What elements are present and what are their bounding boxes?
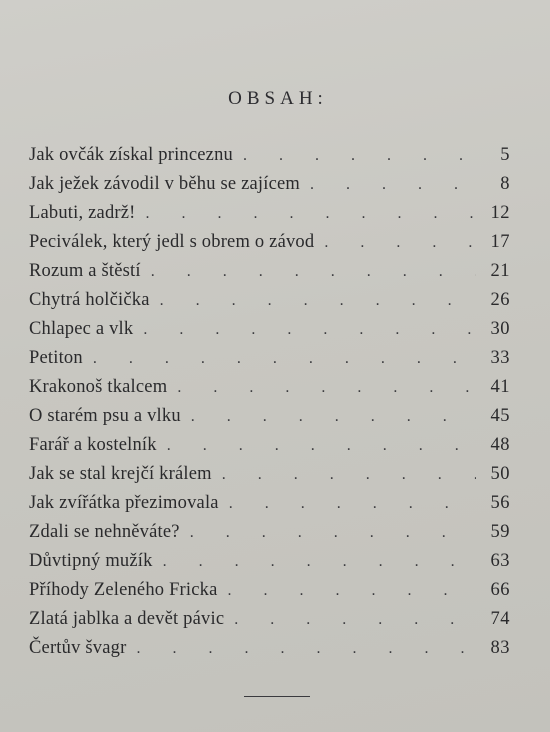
toc-entry-title: Zdali se nehněváte? [29, 522, 180, 542]
toc-entry [29, 605, 514, 634]
toc-entry [29, 344, 514, 373]
dot-leader [222, 460, 476, 489]
toc-entry [29, 286, 514, 315]
toc-entry-title: Chytrá holčička [29, 290, 150, 310]
toc-entry [29, 257, 514, 286]
toc-entry-page: 59 [490, 522, 510, 542]
toc-entry-page: 74 [490, 609, 510, 629]
toc-entry-page: 8 [500, 174, 510, 194]
dot-leader [163, 547, 476, 576]
table-of-contents [29, 141, 514, 663]
toc-entry-title: Důvtipný mužík [29, 551, 153, 571]
toc-entry-title: Rozum a štěstí [29, 261, 141, 281]
toc-entry-page: 30 [490, 319, 510, 339]
toc-entry [29, 576, 514, 605]
toc-entry-title: Krakonoš tkalcem [29, 377, 168, 397]
toc-entry [29, 228, 514, 257]
toc-entry-title: Labuti, zadrž! [29, 203, 136, 223]
toc-entry [29, 489, 514, 518]
toc-entry-page: 63 [490, 551, 510, 571]
dot-leader [234, 605, 476, 634]
dot-leader [228, 576, 476, 605]
toc-entry-page: 26 [490, 290, 510, 310]
toc-entry-title: Jak zvířátka přezimovala [29, 493, 219, 513]
closing-rule [244, 696, 310, 697]
dot-leader [229, 489, 476, 518]
toc-entry-page: 50 [490, 464, 510, 484]
toc-entry-title: Příhody Zeleného Fricka [29, 580, 218, 600]
toc-entry-page: 45 [490, 406, 510, 426]
toc-entry-title: Jak ovčák získal princeznu [29, 145, 233, 165]
toc-entry-title: Chlapec a vlk [29, 319, 134, 339]
dot-leader [310, 170, 476, 199]
toc-entry-page: 41 [490, 377, 510, 397]
toc-entry [29, 431, 514, 460]
dot-leader [190, 518, 476, 547]
toc-entry-title: Zlatá jablka a devět pávic [29, 609, 225, 629]
dot-leader [160, 286, 476, 315]
dot-leader [191, 402, 476, 431]
dot-leader [136, 634, 476, 663]
toc-entry-title: Jak ježek závodil v běhu se zajícem [29, 174, 301, 194]
toc-entry-page: 33 [490, 348, 510, 368]
toc-entry [29, 460, 514, 489]
toc-entry-page: 12 [490, 203, 510, 223]
dot-leader [177, 373, 476, 402]
dot-leader [167, 431, 476, 460]
toc-entry-page: 5 [500, 145, 510, 165]
toc-entry-page: 17 [490, 232, 510, 252]
toc-entry [29, 634, 514, 663]
toc-entry-title: Petiton [29, 348, 83, 368]
toc-entry-title: Jak se stal krejčí králem [29, 464, 212, 484]
dot-leader [146, 199, 476, 228]
contents-heading: OBSAH: [228, 88, 328, 109]
dot-leader [93, 344, 476, 373]
toc-entry-page: 21 [490, 261, 510, 281]
toc-entry [29, 518, 514, 547]
toc-entry [29, 547, 514, 576]
toc-entry [29, 141, 514, 170]
dot-leader [151, 257, 476, 286]
toc-entry-title: Peciválek, který jedl s obrem o závod [29, 232, 315, 252]
toc-entry [29, 373, 514, 402]
toc-entry-title: Čertův švagr [29, 638, 127, 658]
toc-entry-page: 56 [490, 493, 510, 513]
toc-entry-page: 66 [490, 580, 510, 600]
toc-entry-title: O starém psu a vlku [29, 406, 181, 426]
toc-entry [29, 170, 514, 199]
dot-leader [143, 315, 476, 344]
dot-leader [324, 228, 476, 257]
toc-entry-page: 48 [490, 435, 510, 455]
toc-entry [29, 199, 514, 228]
toc-entry [29, 402, 514, 431]
toc-entry [29, 315, 514, 344]
toc-entry-title: Farář a kostelník [29, 435, 157, 455]
dot-leader [243, 141, 476, 170]
toc-entry-page: 83 [490, 638, 510, 658]
